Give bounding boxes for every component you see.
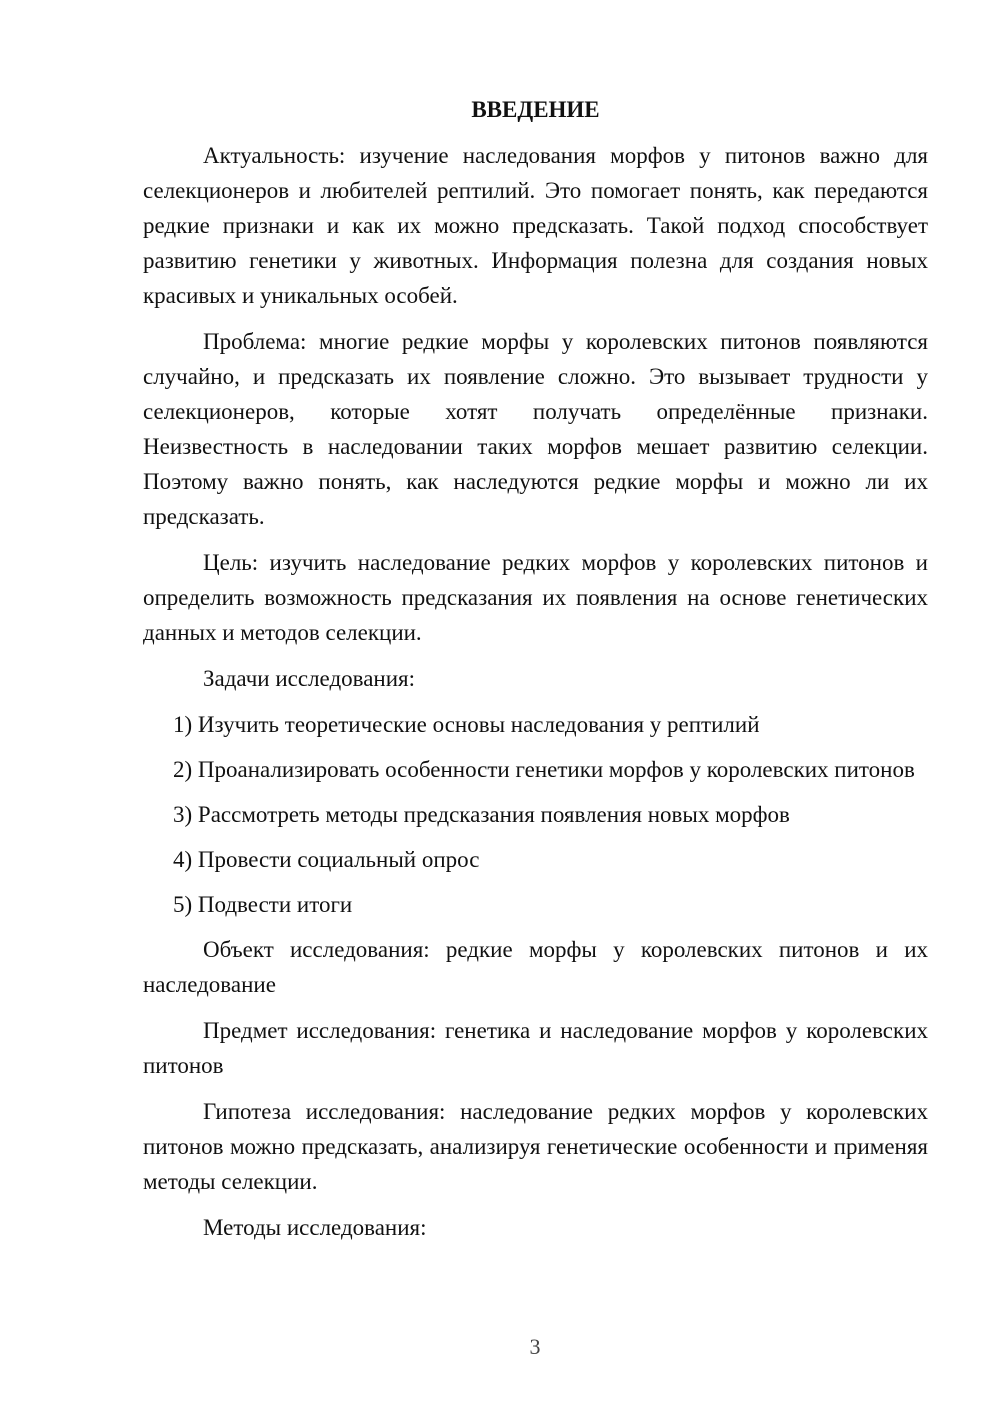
- section-title: ВВЕДЕНИЕ: [471, 97, 600, 122]
- task-item: 3) Рассмотреть методы предсказания появления новых морфов: [173, 802, 790, 827]
- page-number: 3: [529, 1334, 541, 1359]
- methods-heading: Методы исследования:: [203, 1215, 427, 1240]
- object-paragraph: Объект исследования: редкие морфы у королевских питонов и их наследование: [143, 937, 928, 997]
- goal-paragraph: Цель: изучить наследование редких морфов у королевских питонов и определить возможность предсказания их появления на основе генетических данных и методов селекции.: [143, 550, 928, 645]
- hypothesis-paragraph: Гипотеза исследования: наследование редких морфов у королевских питонов можно предсказать, анализируя генетические особенности и применяя методы селекции.: [143, 1099, 928, 1194]
- task-item: 1) Изучить теоретические основы наследования у рептилий: [173, 712, 760, 737]
- tasks-heading: Задачи исследования:: [203, 666, 416, 691]
- relevance-paragraph: Актуальность: изучение наследования морфов у питонов важно для селекционеров и любителей рептилий. Это помогает понять, как передаются редкие признаки и как их можно предсказать. Такой подход способствует развитию генетики у животных. Информация полезна для создания новых красивых и уникальных особей.: [143, 143, 928, 308]
- problem-paragraph: Проблема: многие редкие морфы у королевских питонов появляются случайно, и предсказать их появление сложно. Это вызывает трудности у селекционеров, которые хотят получать определённые признаки. Неизвестность в наследовании таких морфов мешает развитию селекции. Поэтому важно понять, как наследуются редкие морфы и можно ли их предсказать.: [143, 329, 928, 529]
- task-item: 2) Проанализировать особенности генетики морфов у королевских питонов: [173, 757, 915, 782]
- task-item: 4) Провести социальный опрос: [173, 847, 480, 872]
- subject-paragraph: Предмет исследования: генетика и наследование морфов у королевских питонов: [143, 1018, 928, 1078]
- task-item: 5) Подвести итоги: [173, 892, 353, 917]
- document-page: [143, 94, 928, 1256]
